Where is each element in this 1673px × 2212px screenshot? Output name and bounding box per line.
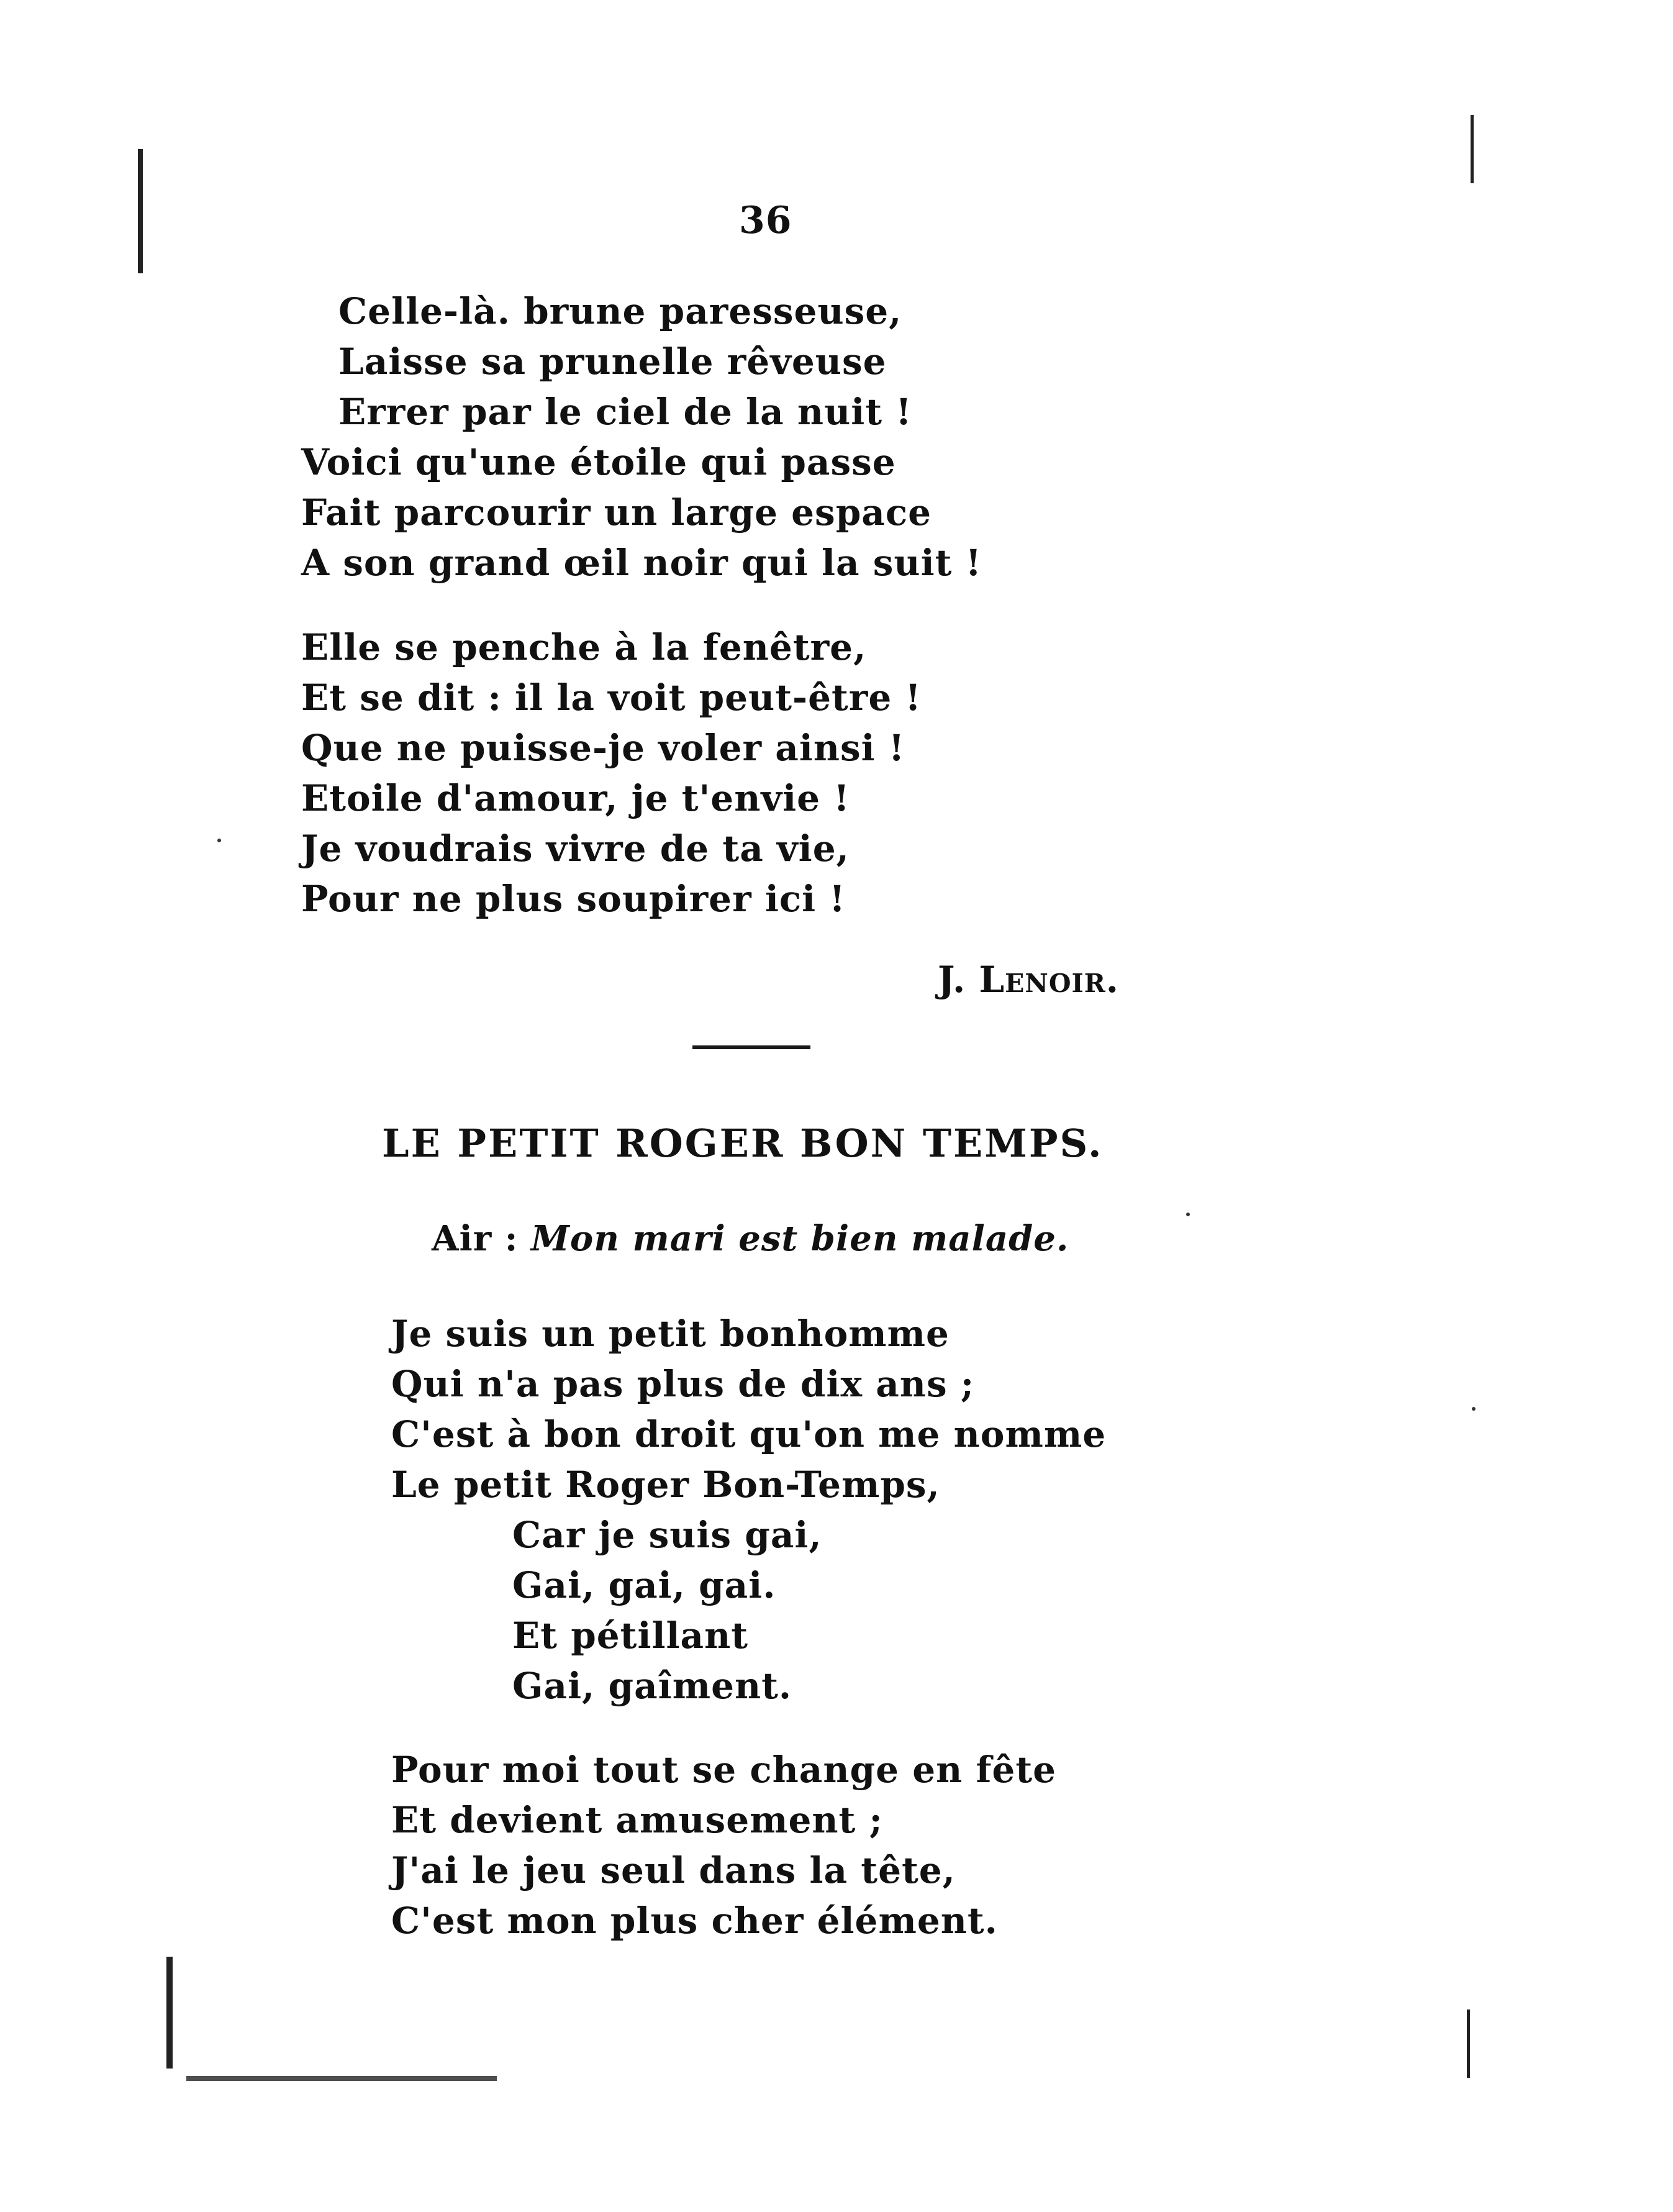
poem-line: Pour ne plus soupirer ici !: [301, 878, 846, 920]
poem-line: Je suis un petit bonhomme: [391, 1313, 950, 1355]
poem-line: Celle-là. brune paresseuse,: [338, 290, 902, 332]
air-label: Air :: [432, 1218, 531, 1259]
poem-line: Errer par le ciel de la nuit !: [338, 391, 912, 433]
scan-edge-mark-bottom: [186, 2076, 497, 2081]
poem-line: C'est à bon droit qu'on me nomme: [391, 1413, 1107, 1455]
poem-line: Je voudrais vivre de ta vie,: [301, 827, 850, 870]
poem-line: Etoile d'amour, je t'envie !: [301, 777, 850, 819]
poem-line: Et devient amusement ;: [391, 1799, 883, 1841]
author-signature: [938, 958, 1119, 1001]
poem-line: Pour moi tout se change en fête: [391, 1749, 1057, 1791]
scan-edge-mark-bottom-left: [166, 1957, 173, 2069]
poem-line: A son grand œil noir qui la suit !: [301, 542, 982, 584]
poem-line: Le petit Roger Bon-Temps,: [391, 1463, 940, 1506]
poem-line: Fait parcourir un large espace: [301, 491, 932, 534]
poem-line: Qui n'a pas plus de dix ans ;: [391, 1363, 975, 1405]
section-separator: [692, 1045, 810, 1049]
speck: [1472, 1407, 1476, 1411]
refrain-line: Et pétillant: [512, 1614, 749, 1657]
scan-edge-mark-top-left: [138, 149, 143, 273]
poem-line: J'ai le jeu seul dans la tête,: [391, 1849, 956, 1891]
scan-edge-mark-bottom-right: [1467, 2009, 1470, 2078]
air-tune: Mon mari est bien malade.: [530, 1218, 1069, 1259]
scan-edge-mark-right: [1471, 115, 1474, 183]
page-number: 36: [739, 199, 792, 242]
refrain-line: Gai, gai, gai.: [512, 1564, 776, 1606]
poem-line: Que ne puisse-je voler ainsi !: [301, 727, 905, 769]
song-title: LE PETIT ROGER BON TEMPS.: [382, 1121, 1104, 1166]
tune-indication: [432, 1218, 1069, 1259]
speck: [1186, 1213, 1190, 1216]
refrain-line: Car je suis gai,: [512, 1514, 822, 1556]
author-initial: J.: [938, 958, 979, 1001]
poem-line: Voici qu'une étoile qui passe: [301, 441, 896, 483]
poem-line: Elle se penche à la fenêtre,: [301, 626, 867, 668]
author-name: Lenoir.: [979, 958, 1119, 1001]
poem-line: Et se dit : il la voit peut-être !: [301, 676, 922, 719]
speck: [217, 839, 221, 842]
refrain-line: Gai, gaîment.: [512, 1665, 792, 1707]
poem-line: C'est mon plus cher élément.: [391, 1900, 998, 1942]
poem-line: Laisse sa prunelle rêveuse: [338, 340, 887, 383]
